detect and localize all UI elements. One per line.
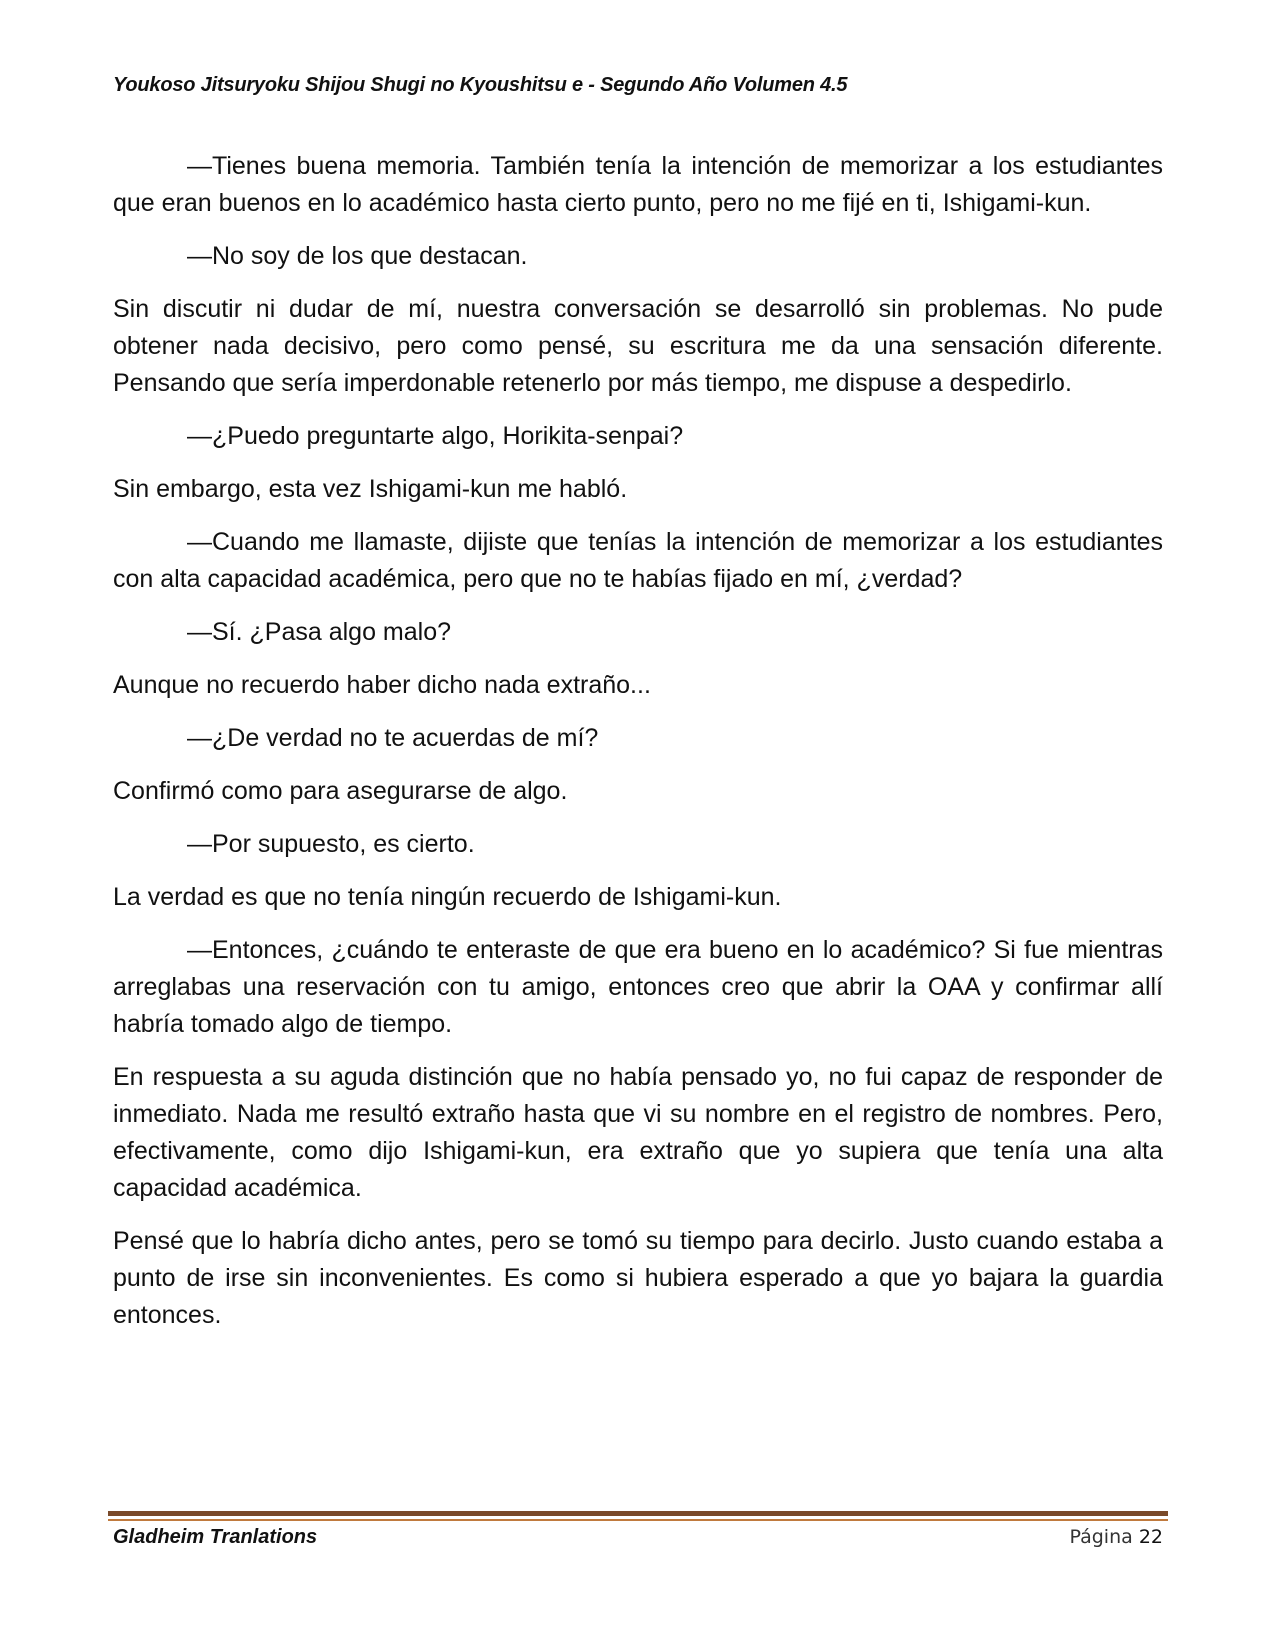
page-number — [1069, 1526, 1163, 1548]
page-label: Página — [1069, 1526, 1133, 1548]
paragraph: —Cuando me llamaste, dijiste que tenías la intención de memorizar a los estudiantes con alta capacidad académica, pero que no te habías fijado en mí, ¿verdad? — [113, 528, 1163, 593]
page-header-title: Youkoso Jitsuryoku Shijou Shugi no Kyoushitsu e - Segundo Año Volumen 4.5 — [113, 74, 848, 96]
paragraph: —Tienes buena memoria. También tenía la intención de memorizar a los estudiantes que eran buenos en lo académico hasta cierto punto, pero no me fijé en ti, Ishigami-kun. — [113, 152, 1163, 217]
paragraph: —No soy de los que destacan. — [187, 242, 528, 270]
paragraph: Sin embargo, esta vez Ishigami-kun me habló. — [113, 475, 628, 503]
page-body — [113, 148, 1163, 1350]
paragraph: —¿Puedo preguntarte algo, Horikita-senpai? — [187, 422, 684, 450]
paragraph: —Sí. ¿Pasa algo malo? — [187, 618, 452, 646]
paragraph: —Por supuesto, es cierto. — [187, 830, 475, 858]
footer-divider — [108, 1511, 1168, 1516]
paragraph: Aunque no recuerdo haber dicho nada extraño... — [113, 671, 651, 699]
paragraph: La verdad es que no tenía ningún recuerdo de Ishigami-kun. — [113, 883, 782, 911]
paragraph: Confirmó como para asegurarse de algo. — [113, 777, 568, 805]
footer-credit: Gladheim Tranlations — [113, 1526, 318, 1548]
paragraph: Pensé que lo habría dicho antes, pero se tomó su tiempo para decirlo. Justo cuando estaba a punto de irse sin inconvenientes. Es como si hubiera esperado a que yo bajara la guardia entonces. — [113, 1227, 1163, 1329]
paragraph: —Entonces, ¿cuándo te enteraste de que era bueno en lo académico? Si fue mientras arreglabas una reservación con tu amigo, entonces creo que abrir la OAA y confirmar allí habría tomado algo de tiempo. — [113, 936, 1163, 1038]
paragraph: Sin discutir ni dudar de mí, nuestra conversación se desarrolló sin problemas. No pude obtener nada decisivo, pero como pensé, su escritura me da una sensación diferente. Pensando que sería imperdonable retenerlo por más tiempo, me dispuse a despedirlo. — [113, 295, 1163, 397]
paragraph: —¿De verdad no te acuerdas de mí? — [187, 724, 599, 752]
page-number-value: 22 — [1138, 1526, 1163, 1548]
footer-divider-accent — [108, 1519, 1168, 1521]
paragraph: En respuesta a su aguda distinción que no había pensado yo, no fui capaz de responder de inmediato. Nada me resultó extraño hasta que vi su nombre en el registro de nombres. Pero, efectivamente, como dijo Ishigami-kun, era extraño que yo supiera que tenía una alta capacidad académica. — [113, 1063, 1163, 1202]
